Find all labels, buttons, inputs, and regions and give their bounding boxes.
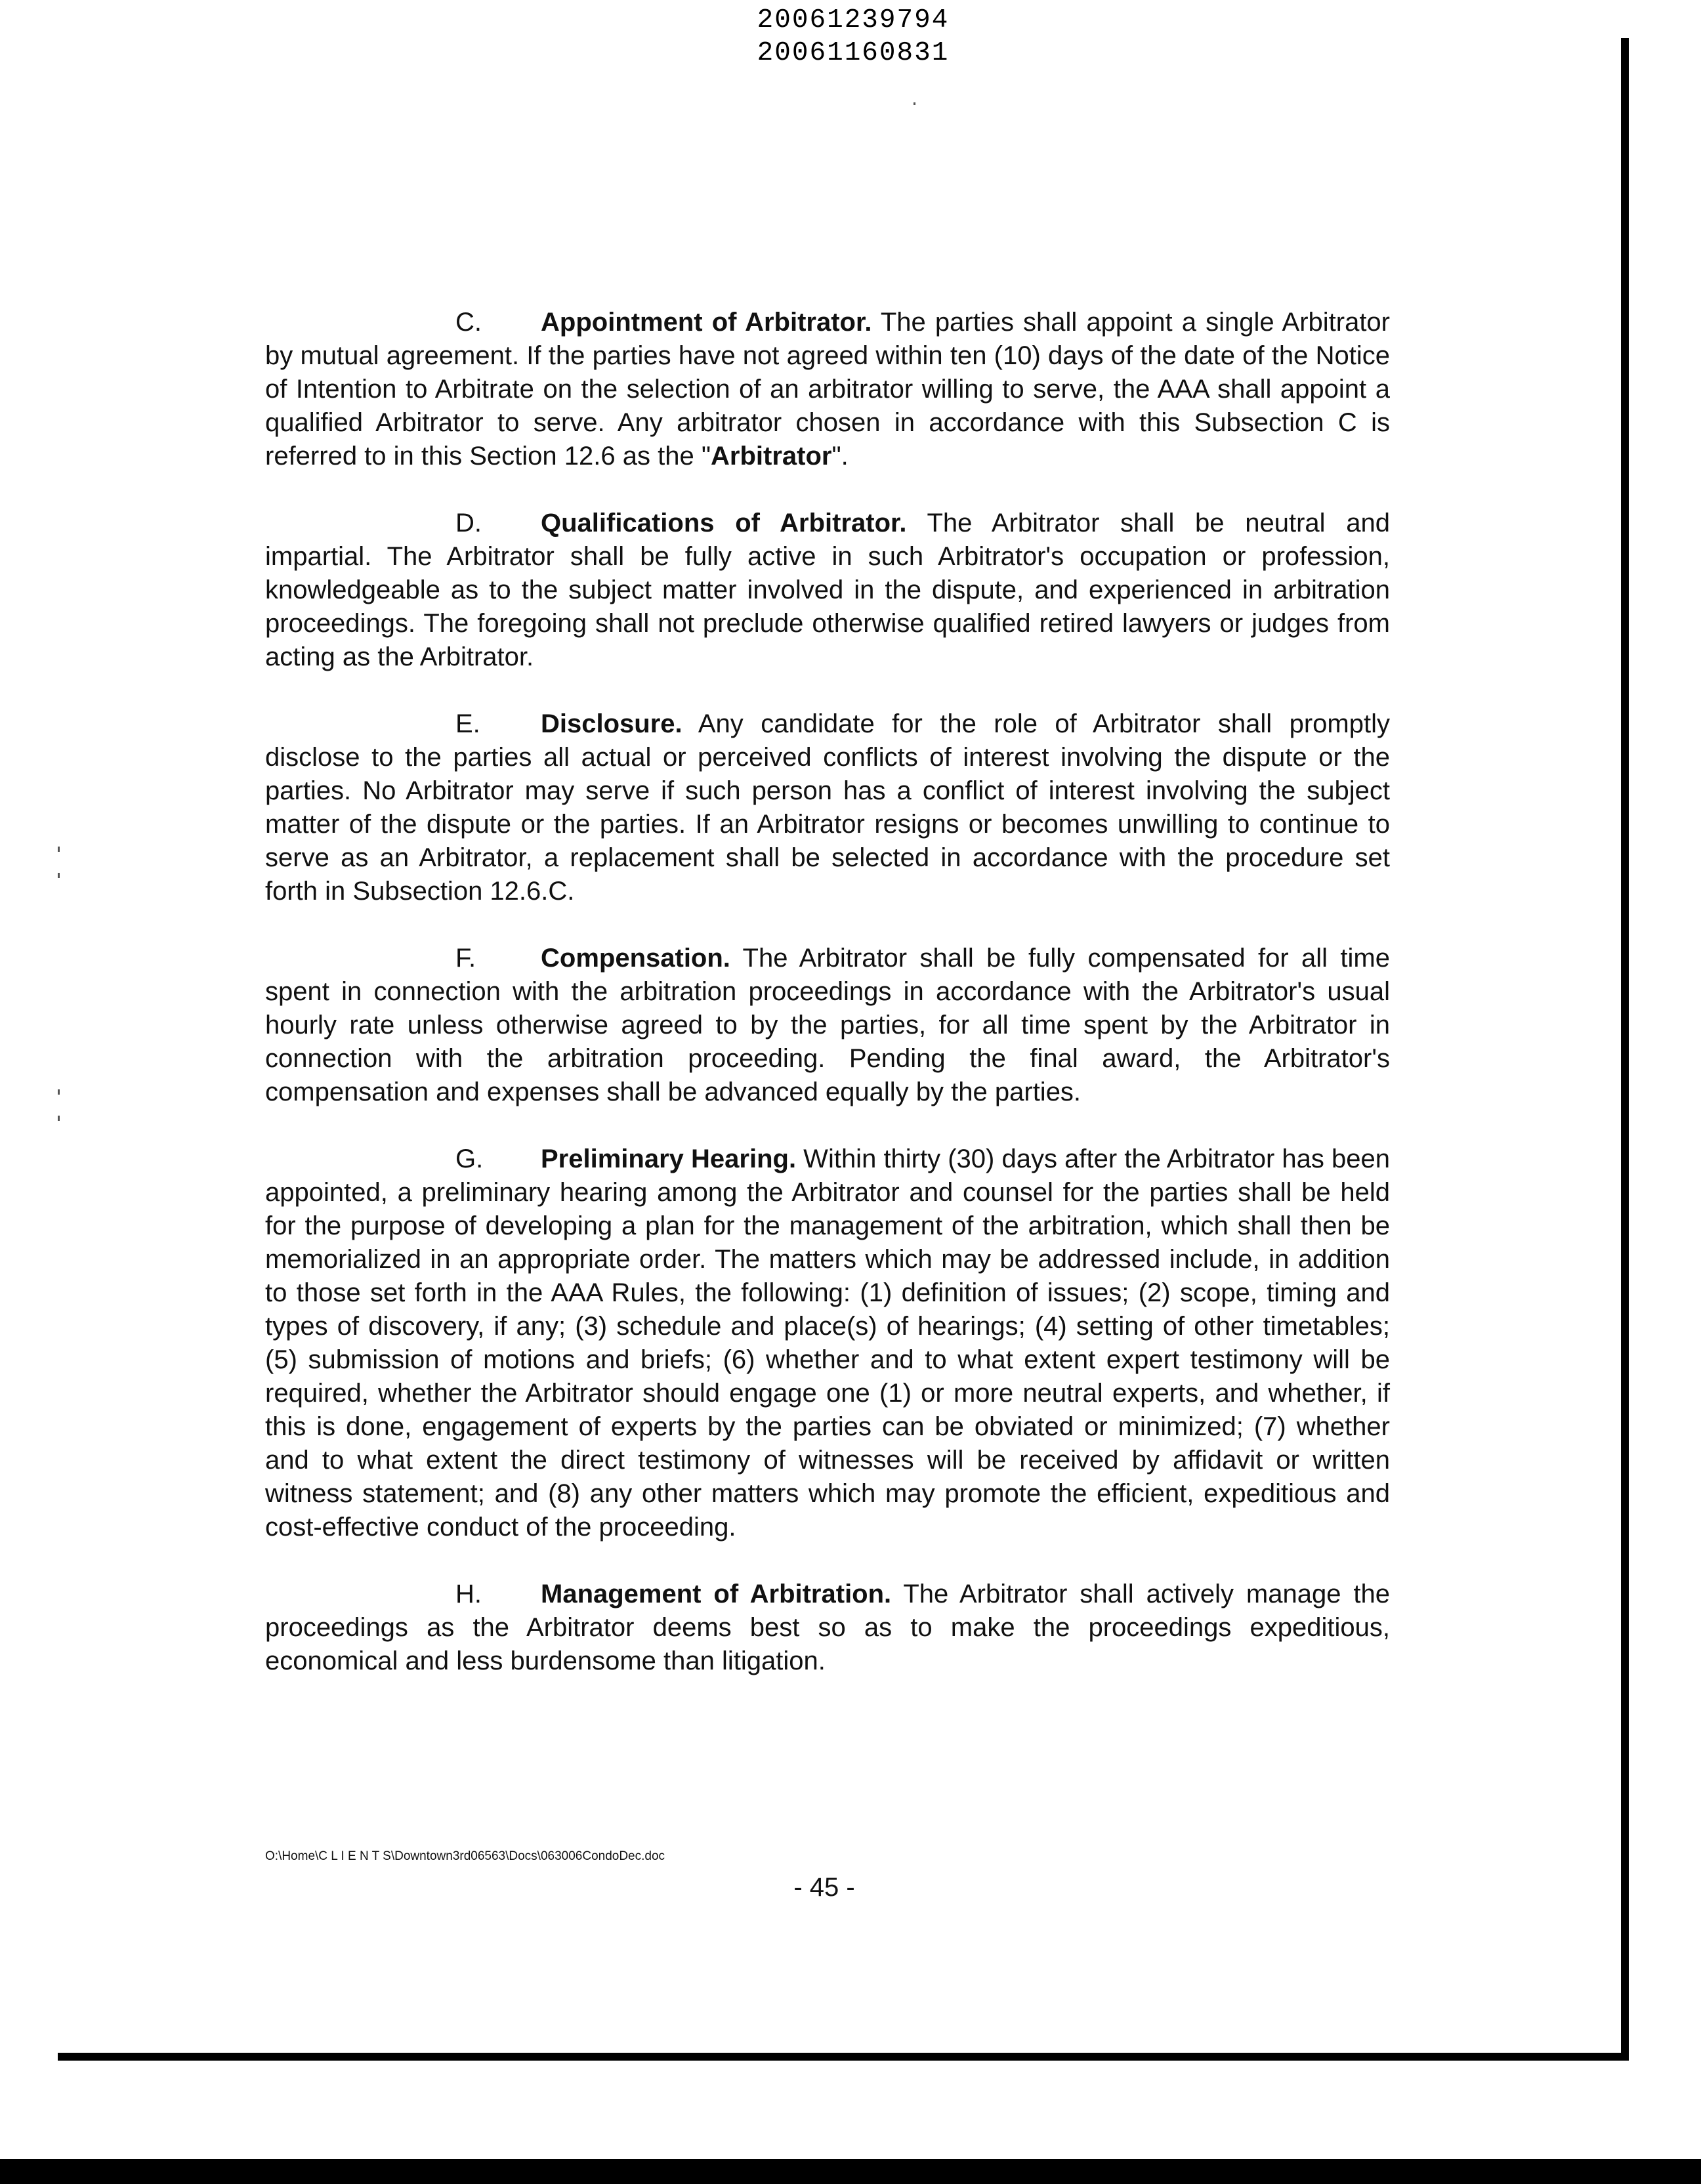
scan-speck <box>58 873 60 878</box>
section-heading: Management of Arbitration. <box>541 1580 892 1608</box>
section-heading: Preliminary Hearing. <box>541 1144 797 1173</box>
section-letter: F. <box>455 944 476 973</box>
scan-speck <box>58 1089 60 1095</box>
section-heading: Appointment of Arbitrator. <box>541 308 872 337</box>
file-path-footer: O:\Home\C L I E N T S\Downtown3rd06563\Docs\063006CondoDec.doc <box>265 1849 665 1863</box>
section-e <box>265 707 1390 908</box>
scan-speck <box>914 102 915 105</box>
section-body: Within thirty (30) days after the Arbitrator has been appointed, a preliminary hearing among the Arbitrator and counsel for the parties shall be held for the purpose of developing a plan for the management of the arbitration, which shall then be memorialized in an appropriate order. The matters which may be addressed include, in addition to those set forth in the AAA Rules, the following: (1) definition of issues; (2) scope, timing and types of discovery, if any; (3) schedule and place(s) of hearings; (4) setting of other timetables; (5) submission of motions and briefs; (6) whether and to what extent expert testimony will be required, whether the Arbitrator should engage one (1) or more neutral experts, and whether, if this is done, engagement of experts by the parties can be obviated or minimized; (7) whether and to what extent the direct testimony of witnesses will be received by affidavit or written witness statement; and (8) any other matters which may promote the efficient, expeditious and cost-effective conduct of the proceeding. <box>265 1144 1390 1542</box>
section-heading: Disclosure. <box>541 709 682 738</box>
page-border-bottom <box>58 2053 1629 2061</box>
section-letter: C. <box>455 308 482 337</box>
section-body: The Arbitrator shall be fully compensated for all time spent in connection with the arbitration proceedings in accordance with the Arbitrator's usual hourly rate unless otherwise agreed to by the parties, for all time spent by the Arbitrator in connection with the arbitration proceeding. Pending the final award, the Arbitrator's compensation and expenses shall be advanced equally by the parties. <box>265 944 1390 1106</box>
section-letter: G. <box>455 1144 484 1173</box>
section-h <box>265 1578 1390 1678</box>
page-border-right <box>1621 38 1629 2061</box>
scan-speck <box>58 1116 60 1121</box>
document-body <box>265 306 1390 1712</box>
document-stamp-number: 20061160831 <box>757 38 950 68</box>
scan-edge-bottom <box>0 2159 1701 2184</box>
document-stamp-number: 20061239794 <box>757 5 950 35</box>
section-letter: H. <box>455 1580 482 1608</box>
section-c <box>265 306 1390 473</box>
section-g <box>265 1143 1390 1544</box>
section-heading: Compensation. <box>541 944 730 973</box>
section-heading: Qualifications of Arbitrator. <box>541 509 907 537</box>
section-body: The Arbitrator shall actively manage the proceedings as the Arbitrator deems best so as to make the proceedings expeditious, economical and less burdensome than litigation. <box>265 1580 1390 1675</box>
section-body: The parties shall appoint a single Arbitrator by mutual agreement. If the parties have not agreed within ten (10) days of the date of the Notice of Intention to Arbitrate on the selection of an arbitrator willing to serve, the AAA shall appoint a qualified Arbitrator to serve. Any arbitrator chosen in accordance with this Subsection C is referred to in this Section 12.6 as the " <box>265 308 1391 471</box>
section-f <box>265 942 1390 1109</box>
section-body: The Arbitrator shall be neutral and impartial. The Arbitrator shall be fully active in such Arbitrator's occupation or profession, knowledgeable as to the subject matter involved in the dispute, and experienced in arbitration proceedings. The foregoing shall not preclude otherwise qualified retired lawyers or judges from acting as the Arbitrator. <box>265 509 1390 671</box>
section-body: Any candidate for the role of Arbitrator shall promptly disclose to the parties all actual or perceived conflicts of interest involving the dispute or the parties. No Arbitrator may serve if such person has a conflict of interest involving the subject matter of the dispute or the parties. If an Arbitrator resigns or becomes unwilling to continue to serve as an Arbitrator, a replacement shall be selected in accordance with the procedure set forth in Subsection 12.6.C. <box>265 709 1390 906</box>
section-letter: E. <box>455 709 480 738</box>
section-letter: D. <box>455 509 482 537</box>
section-body-end: ". <box>831 442 849 471</box>
defined-term: Arbitrator <box>711 442 832 471</box>
scan-speck <box>58 847 60 852</box>
page-number: - 45 - <box>793 1873 855 1902</box>
section-d <box>265 507 1390 674</box>
